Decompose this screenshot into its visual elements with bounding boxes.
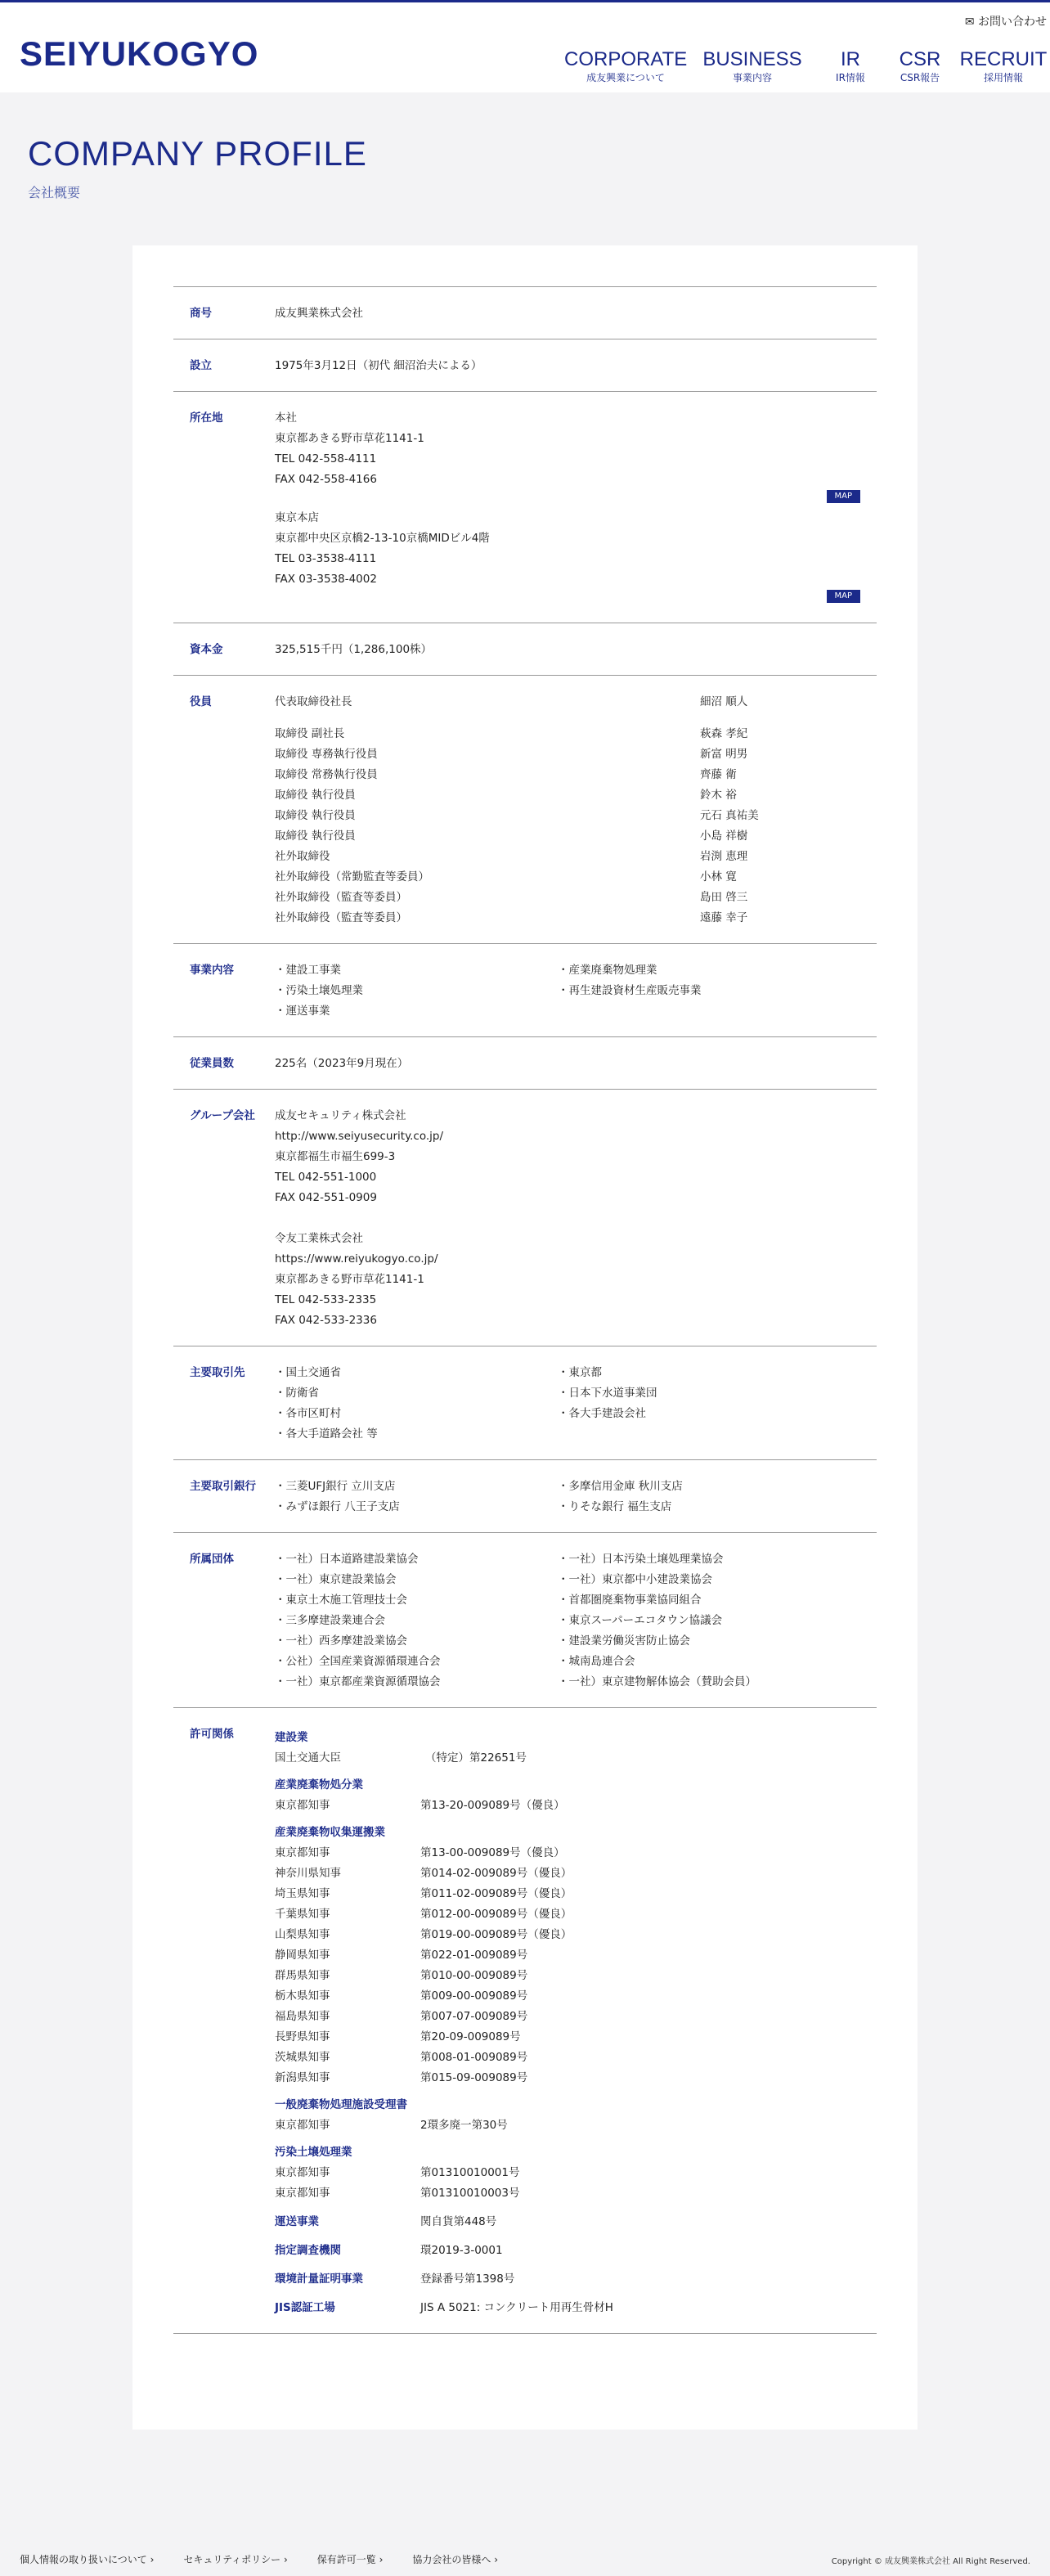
profile-table [173,286,877,2334]
nav-corporate[interactable]: CORPORATE 成友興業について [564,48,688,83]
page-title: COMPANY PROFILE [28,134,367,173]
officer-row: 取締役 専務執行役員 新富 明男 [275,748,748,761]
row-capital: 資本金 325,515千円（1,286,100株） [173,623,877,675]
officer-row: 取締役 執行役員 元石 真祐美 [275,809,759,822]
officer-row: 取締役 副社長 萩森 孝紀 [275,727,748,740]
map-button-hq[interactable]: MAP [827,490,861,503]
list-item: ・一社）東京都中小建設業協会 [558,1573,712,1586]
officer-list [275,724,877,928]
row-founded: 設立 1975年3月12日（初代 細沼治夫による） [173,339,877,391]
officer-row: 社外取締役（常勤監査等委員） 小林 寛 [275,870,737,883]
row-employees: 従業員数 225名（2023年9月現在） [173,1036,877,1089]
officer-row: 取締役 執行役員 小島 祥樹 [275,829,748,843]
row-associations: 所属団体 ・一社）日本道路建設業協会 ・一社）東京建設業協会 ・東京土木施工管理技士会 ・三多摩建設業連合会 ・一社）西多摩建設業協会 ・公社）全国産業資源循環連合会 ・一社）東京都産業資源循環協会 ・一社）日本汚染土壌処理業協会 ・一社）東京都中小建設業協会 ・首都圏廃棄物事業協同組合 ・東京スーパーエコタウン協議会 ・建設業労働災害防止協会 ・城南島連合会 ・一社）東京建物解体協会（賛助会員） [173,1532,877,1707]
map-button-tokyo[interactable]: MAP [827,590,861,603]
permit-heading: 産業廃棄物収集運搬業 [275,1826,385,1839]
row-clients: 主要取引先 ・国土交通省 ・防衛省 ・各市区町村 ・各大手道路会社 等 ・東京都 ・日本下水道事業団 ・各大手建設会社 [173,1346,877,1459]
nav-ir[interactable]: IR IR情報 [836,48,865,83]
group-link-security[interactable]: http://www.seiyusecurity.co.jp/ [275,1130,444,1143]
row-group: グループ会社 成友セキュリティ株式会社 http://www.seiyusecurity.co.jp/ 東京都福生市福生699-3 TEL 042-551-1000 FAX 042-551-0909 令友工業株式会社 https://www.reiyukogyo.co.jp/ 東京都あきる野市草花1141-1 TEL 042-533-2335 FAX 042-533-2336 [173,1089,877,1346]
permit-row: 東京都知事 第13-20-009089号（優良） [275,1799,565,1812]
officer-row: 社外取締役（監査等委員） 遠藤 幸子 [275,911,748,924]
list-item: ・東京スーパーエコタウン協議会 [558,1614,723,1627]
officer-row: 取締役 常務執行役員 齊藤 衛 [275,768,737,781]
nav-csr[interactable]: CSR CSR報告 [899,48,941,83]
contact-link[interactable]: ✉ お問い合わせ [964,16,1047,29]
row-officers: 役員 代表取締役社長 細沼 順人 取締役 副社長 萩森 孝紀 取締役 専務執行役員 新富 明男 取締役 常務執行役員 齊藤 衛 取締役 執行役員 鈴木 裕 取締役 執行役員 元石 真祐美 取締役 執行役員 小島 祥樹 社外取締役 岩渕 恵理 社外取締役（常勤監査等委員） 小林 寛 社外取締役（監査等委員） 島田 啓三 社外取締役（監査等委員） 遠藤 幸子 [173,675,877,943]
permit-row: 静岡県知事 第022-01-009089号 [275,1949,528,1962]
permit-row: 環境計量証明事業 登録番号第1398号 [275,2273,515,2286]
footer-link-partners[interactable]: 協力会社の皆様へ › [412,2554,499,2565]
officer-row: 社外取締役 岩渕 恵理 [275,850,748,863]
list-item: ・一社）日本汚染土壌処理業協会 [558,1553,724,1566]
row-business: 事業内容 ・建設工事業 ・汚染土壌処理業 ・運送事業 ・産業廃棄物処理業 ・再生建設資材生産販売事業 [173,943,877,1036]
list-item: ・一社）東京建物解体協会（賛助会員） [558,1675,756,1688]
officer-row: 社外取締役（監査等委員） 島田 啓三 [275,891,748,904]
copyright: Copyright © 成友興業株式会社 All Right Reserved. [831,2557,1030,2566]
list-item: ・三多摩建設業連合会 [275,1614,385,1627]
permit-row: 茨城県知事 第008-01-009089号 [275,2051,528,2064]
list-item: ・建設業労働災害防止協会 [558,1634,690,1648]
permit-row: 東京都知事 第01310010001号 [275,2166,520,2179]
permit-heading: 一般廃棄物処理施設受理書 [275,2098,407,2111]
permit-row: 千葉県知事 第012-00-009089号（優良） [275,1908,572,1921]
permit-row: 福島県知事 第007-07-009089号 [275,2010,528,2023]
list-item: ・一社）東京都産業資源循環協会 [275,1675,441,1688]
profile-card [132,245,918,2430]
permit-list [275,1724,877,2318]
permit-row: JIS認証工場 JIS A 5021: コンクリート用再生骨材H [275,2301,613,2314]
permit-row: 栃木県知事 第009-00-009089号 [275,1989,528,2003]
footer-link-permits[interactable]: 保有許可一覧 › [316,2554,384,2565]
permit-row: 運送事業 関自貨第448号 [275,2215,497,2228]
nav-recruit[interactable]: RECRUIT 採用情報 [959,48,1048,83]
page-hero [0,92,1050,248]
permit-row: 東京都知事 2環多廃一第30号 [275,2119,508,2132]
permit-row: 指定調査機関 環2019-3-0001 [275,2244,503,2257]
site-footer [0,2544,1050,2576]
permit-row: 長野県知事 第20-09-009089号 [275,2030,521,2043]
permit-heading: 産業廃棄物処分業 [275,1778,363,1792]
row-permits: 許可関係 建設業 国土交通大臣 （特定）第22651号 産業廃棄物処分業 東京都知事 第13-20-009089号（優良） 産業廃棄物収集運搬業 東京都知事 第13-00-009089号（優良） 神奈川県知事 第014-02-009089号（優良） 埼玉県知事 第011-02-009089号（優良） 千葉県知事 第012-00-009089号（優良） 山梨県知事 第019-00-009089号（優良） 静岡県知事 第022-01-009089号 群馬県知事 第010-00-009089号 栃木県知事 第009-00-009089号 福島県知事 第007-07-009089号 長野県知事 第20-09-009089号 茨城県知事 第008-01-009089号 新潟県知事 第015-09-009089号 一般廃棄物処理施設受理書 東京都知事 2環多廃一第30号 汚染土壌処理業 東京都知事 第01310010001号 東京都知事 第01310010003号 運送事業 関自貨第448号 指定調査機関 環2019-3-0001 環境計量証明事業 登録番号第1398号 JIS認証工場 JIS A 5021: コンクリート用再生骨材H [173,1707,877,2334]
permit-row: 神奈川県知事 第014-02-009089号（優良） [275,1867,572,1880]
permit-heading: 建設業 [275,1731,308,1744]
permit-row: 群馬県知事 第010-00-009089号 [275,1969,528,1982]
nav-business[interactable]: BUSINESS 事業内容 [702,48,802,83]
permit-row: 東京都知事 第13-00-009089号（優良） [275,1846,565,1859]
row-trade-name: 商号 成友興業株式会社 [173,286,877,339]
permit-row: 東京都知事 第01310010003号 [275,2187,520,2200]
site-header [0,2,1050,92]
list-item: ・一社）西多摩建設業協会 [275,1634,407,1648]
list-item: ・東京土木施工管理技士会 [275,1594,407,1607]
row-location: 所在地 本社 東京都あきる野市草花1141-1 TEL 042-558-4111 FAX 042-558-4166 MAP 東京本店 東京都中央区京橋2-13-10京橋MIDビル4階 TEL 03-3538-4111 FAX 03-3538-4002 MAP [173,391,877,623]
officer-row: 取締役 執行役員 鈴木 裕 [275,789,737,802]
list-item: ・公社）全国産業資源循環連合会 [275,1655,441,1668]
permit-row: 国土交通大臣 （特定）第22651号 [275,1751,527,1765]
footer-link-privacy[interactable]: 個人情報の取り扱いについて › [20,2554,155,2565]
main-nav [564,48,1050,84]
permit-heading: 汚染土壌処理業 [275,2146,352,2159]
group-link-reiyu[interactable]: https://www.reiyukogyo.co.jp/ [275,1252,438,1266]
list-item: ・城南島連合会 [558,1655,635,1668]
permit-row: 山梨県知事 第019-00-009089号（優良） [275,1928,572,1941]
permit-row: 埼玉県知事 第011-02-009089号（優良） [275,1887,572,1900]
permit-row: 新潟県知事 第015-09-009089号 [275,2071,528,2084]
list-item: ・首都圏廃棄物事業協同組合 [558,1594,702,1607]
footer-link-security[interactable]: セキュリティポリシー › [183,2554,288,2565]
row-banks: 主要取引銀行 ・三菱UFJ銀行 立川支店 ・みずほ銀行 八王子支店 ・多摩信用金庫 秋川支店 ・りそな銀行 福生支店 [173,1459,877,1532]
list-item: ・一社）日本道路建設業協会 [275,1553,419,1566]
site-logo[interactable]: SEIYUKOGYO [20,34,259,73]
list-item: ・一社）東京建設業協会 [275,1573,397,1586]
page-subtitle: 会社概要 [28,185,81,200]
